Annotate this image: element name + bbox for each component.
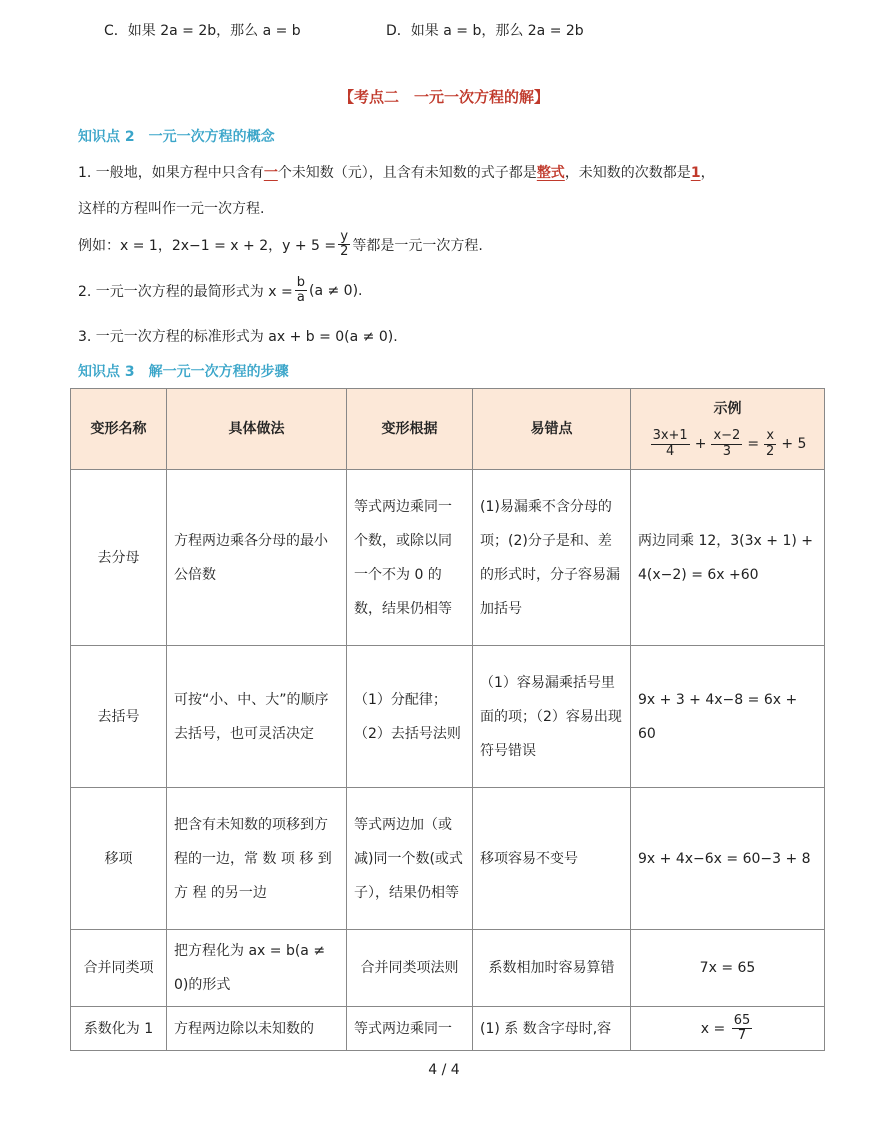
p1-highlight-integral: 整式 (536, 165, 565, 181)
row-basis: 等式两边加（或减)同一个数(或式子），结果仍相等 (347, 788, 473, 930)
kp2-paragraph-2 (78, 276, 363, 306)
row-basis: 等式两边乘同一个数，或除以同一个不为 0 的数，结果仍相等 (347, 470, 473, 646)
example-text-a: 例如：x = 1，2x−1 = x + 2，y + 5 = (78, 237, 337, 254)
row-pitfall: 移项容易不变号 (473, 788, 631, 930)
row-basis: 合并同类项法则 (347, 930, 473, 1007)
row-method: 把含有未知数的项移到方程的一边，常 数 项 移 到方 程 的另一边 (167, 788, 347, 930)
row-pitfall: (1)易漏乘不含分母的项；(2)分子是和、差的形式时，分子容易漏加括号 (473, 470, 631, 646)
p1-text-g: ， (700, 165, 715, 181)
header-name: 变形名称 (71, 389, 167, 470)
kp2-paragraph-3: 3. 一元一次方程的标准形式为 ax + b = 0(a ≠ 0). (78, 329, 398, 345)
kp3-heading: 知识点 3 解一元一次方程的步骤 (78, 364, 289, 380)
p1-text-a: 1. 一般地，如果方程中只含有 (78, 165, 264, 181)
row-name: 合并同类项 (71, 930, 167, 1007)
p1-highlight-degree: 1 (690, 165, 701, 181)
table-row (71, 1007, 825, 1051)
example-fraction: $\frac{y}{2}$ (340, 229, 349, 260)
row-example: 7x = 65 (631, 930, 825, 1007)
table-row (71, 788, 825, 930)
steps-table (70, 388, 825, 1051)
header-example-title: 示例 (713, 401, 742, 418)
row-name: 系数化为 1 (71, 1007, 167, 1051)
row-example: x = $\frac{65}{7}$ (631, 1007, 825, 1051)
row-example: 9x + 4x−6x = 60−3 + 8 (631, 788, 825, 930)
row-name: 去括号 (71, 646, 167, 788)
row-example: 9x + 3 + 4x−8 = 6x + 60 (631, 646, 825, 788)
row-method: 方程两边乘各分母的最小公倍数 (167, 470, 347, 646)
p2-text-a: 2. 一元一次方程的最简形式为 x = (78, 283, 293, 300)
header-example (631, 389, 825, 470)
page-number: 4 / 4 (428, 1062, 460, 1078)
header-pitfall: 易错点 (473, 389, 631, 470)
kp2-example (78, 230, 483, 260)
kp2-paragraph-1-line2: 这样的方程叫作一元一次方程. (78, 201, 265, 217)
table-header-row (71, 389, 825, 470)
section-title: 【考点二 一元一次方程的解】 (338, 88, 549, 106)
p2-text-b: (a ≠ 0). (309, 282, 363, 299)
row-pitfall: 系数相加时容易算错 (473, 930, 631, 1007)
header-method: 具体做法 (167, 389, 347, 470)
table-row (71, 646, 825, 788)
row-method: 把方程化为 ax = b(a ≠ 0)的形式 (167, 930, 347, 1007)
kp2-paragraph-1 (78, 162, 715, 182)
example-text-b: 等都是一元一次方程. (352, 237, 483, 254)
p1-text-e: ，未知数的次数都是 (564, 165, 691, 181)
row-example-fraction: $\frac{65}{7}$ (733, 1012, 751, 1043)
header-example-equation: $\frac{3x+1}{4}$ + $\frac{x-2}{3}$ = $\frac{x}{2}$ + 5 (652, 428, 807, 459)
option-c: C．如果 2a = 2b，那么 a = b (104, 23, 301, 39)
row-name: 去分母 (71, 470, 167, 646)
table-row (71, 930, 825, 1007)
p2-fraction: $\frac{b}{a}$ (296, 275, 305, 306)
row-method: 可按“小、中、大”的顺序去括号，也可灵活决定 (167, 646, 347, 788)
row-basis: （1）分配律；（2）去括号法则 (347, 646, 473, 788)
p1-highlight-one: 一 (263, 165, 278, 181)
row-basis: 等式两边乘同一 (347, 1007, 473, 1051)
row-pitfall: (1) 系 数含字母时,容 (473, 1007, 631, 1051)
option-d: D．如果 a = b，那么 2a = 2b (386, 23, 584, 39)
row-name: 移项 (71, 788, 167, 930)
row-method: 方程两边除以未知数的 (167, 1007, 347, 1051)
row-example: 两边同乘 12，3(3x + 1) + 4(x−2) = 6x +60 (631, 470, 825, 646)
p1-text-c: 个未知数（元），且含有未知数的式子都是 (277, 165, 537, 181)
row-pitfall: （1）容易漏乘括号里面的项；（2）容易出现符号错误 (473, 646, 631, 788)
header-basis: 变形根据 (347, 389, 473, 470)
table-row (71, 470, 825, 646)
kp2-heading: 知识点 2 一元一次方程的概念 (78, 129, 275, 145)
